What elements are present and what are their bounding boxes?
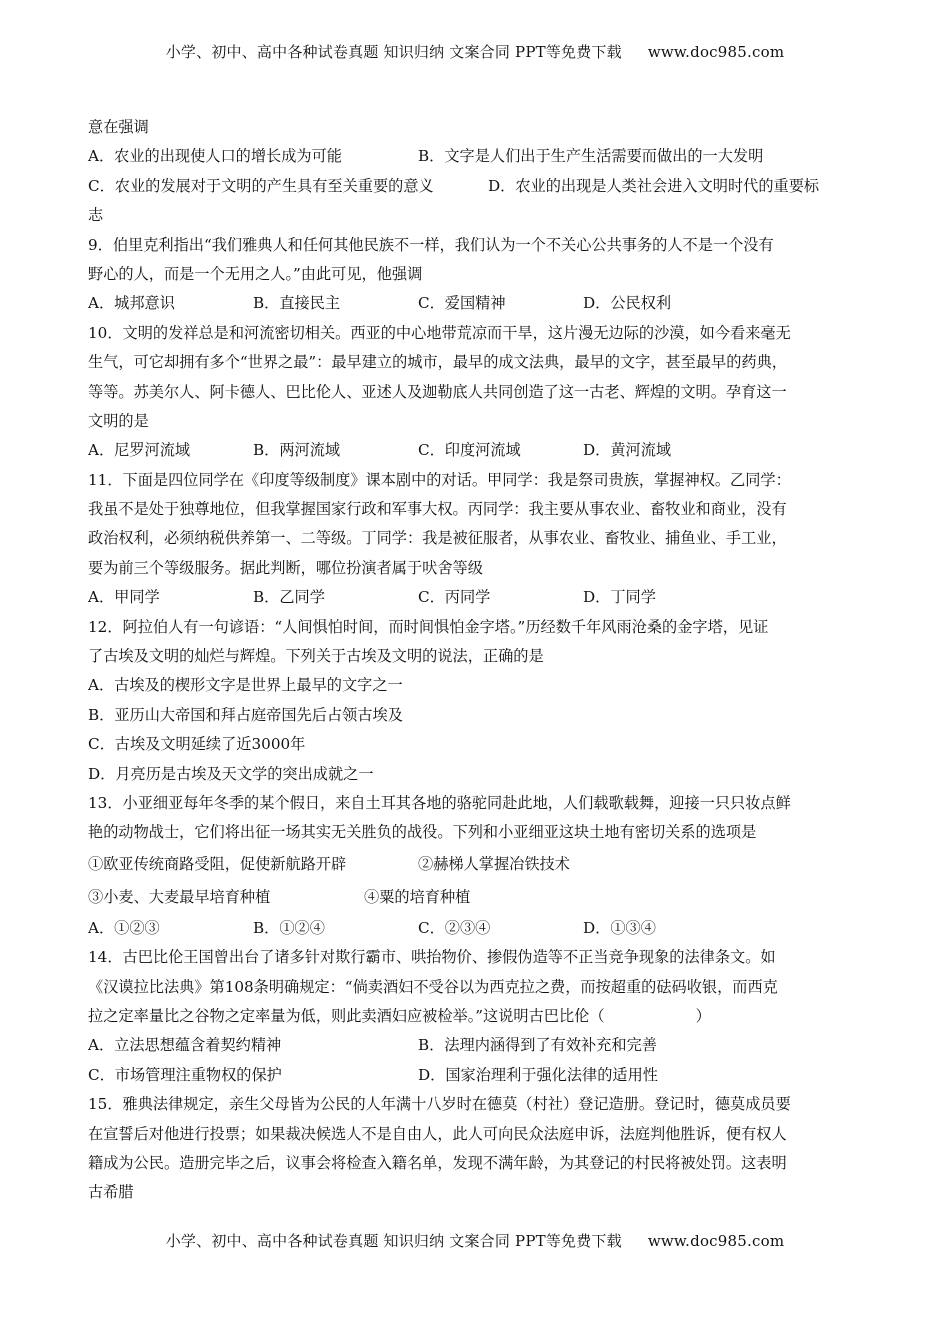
q14-option-c: C．市场管理注重物权的保护	[88, 1065, 282, 1084]
q8-option-a: A．农业的出现使人口的增长成为可能	[88, 147, 342, 166]
q13-item-4: ④粟的培育种植	[364, 887, 471, 906]
footer-text: 小学、初中、高中各种试卷真题 知识归纳 文案合同 PPT等免费下载	[165, 1232, 622, 1250]
q13-item-1: ①欧亚传统商路受阻，促使新航路开辟	[88, 854, 347, 873]
q8-option-d: D．农业的出现是人类社会进入文明时代的重要标	[488, 176, 820, 195]
q15-stem-4: 古希腊	[88, 1183, 134, 1202]
q9-option-b: B．直接民主	[253, 294, 341, 313]
q11-stem-2: 我虽不是处于独尊地位，但我掌握国家行政和军事大权。丙同学：我主要从事农业、畜牧业和商业，没有	[88, 500, 787, 519]
q10-option-b: B．两河流域	[253, 441, 341, 460]
q12-stem-2: 了古埃及文明的灿烂与辉煌。下列关于古埃及文明的说法，正确的是	[88, 647, 544, 666]
q10-stem-3: 等等。苏美尔人、阿卡德人、巴比伦人、亚述人及迦勒底人共同创造了这一古老、辉煌的文明。孕育这一	[88, 382, 787, 401]
q8-option-b: B．文字是人们出于生产生活需要而做出的一大发明	[418, 147, 764, 166]
q13-options	[88, 914, 864, 943]
q9-stem-1: 9．伯里克利指出“我们雅典人和任何其他民族不一样，我们认为一个不关心公共事务的人不是一个没有	[88, 235, 774, 254]
q14-option-b: B．法理内涵得到了有效补充和完善	[418, 1036, 657, 1055]
page-header	[0, 41, 950, 62]
q13-option-b: B．①②④	[253, 918, 325, 937]
q9-option-c: C．爱国精神	[418, 294, 506, 313]
q14-options-row-1	[88, 1031, 864, 1060]
q10-stem-1: 10．文明的发祥总是和河流密切相关。西亚的中心地带荒凉而干旱，这片漫无边际的沙漠，如今看来毫无	[88, 323, 791, 342]
header-text: 小学、初中、高中各种试卷真题 知识归纳 文案合同 PPT等免费下载	[165, 43, 622, 61]
q13-item-3: ③小麦、大麦最早培育种植	[88, 887, 271, 906]
q8-options-row-2	[88, 172, 864, 201]
q11-option-c: C．丙同学	[418, 588, 491, 607]
exam-content	[88, 113, 864, 1208]
q8-option-d-cont: 志	[88, 206, 104, 225]
q11-stem-4: 要为前三个等级服务。据此判断，哪位扮演者属于吠舍等级	[88, 558, 483, 577]
q11-option-b: B．乙同学	[253, 588, 325, 607]
q15-stem-3: 籍成为公民。造册完毕之后，议事会将检查入籍名单，发现不满年龄，为其登记的村民将被处罚。这表明	[88, 1153, 787, 1172]
q8-stem-tail: 意在强调	[88, 118, 149, 136]
q12-option-b: B．亚历山大帝国和拜占庭帝国先后占领古埃及	[88, 705, 403, 724]
q13-option-c: C．②③④	[418, 918, 491, 937]
q13-option-d: D．①③④	[583, 918, 656, 937]
q14-options-row-2	[88, 1061, 864, 1090]
q11-options	[88, 583, 864, 612]
q12-stem-1: 12．阿拉伯人有一句谚语：“人间惧怕时间，而时间惧怕金字塔。”历经数千年风雨沧桑的金字塔，见证	[88, 617, 769, 636]
q13-items-row-2	[88, 881, 864, 914]
q14-stem-2: 《汉谟拉比法典》第108条明确规定：“倘卖酒妇不受谷以为西克拉之费，而按超重的砝码收银，而西克	[88, 977, 778, 996]
header-site-link[interactable]: www.doc985.com	[647, 43, 785, 61]
q15-stem-1: 15．雅典法律规定，亲生父母皆为公民的人年满十八岁时在德莫（村社）登记造册。登记时，德莫成员要	[88, 1095, 791, 1114]
page-footer	[0, 1230, 950, 1251]
q9-option-a: A．城邦意识	[88, 294, 175, 313]
q12-option-a: A．古埃及的楔形文字是世界上最早的文字之一	[88, 676, 403, 695]
q15-stem-2: 在宣誓后对他进行投票；如果裁决候选人不是自由人，此人可向民众法庭申诉，法庭判他胜诉，便有权人	[88, 1124, 787, 1143]
q11-option-a: A．甲同学	[88, 588, 160, 607]
q8-options-row-1	[88, 142, 864, 171]
q12-option-d: D．月亮历是古埃及天文学的突出成就之一	[88, 764, 374, 783]
q13-stem-1: 13．小亚细亚每年冬季的某个假日，来自土耳其各地的骆驼同赴此地，人们载歌载舞，迎接一只只妆点鲜	[88, 793, 791, 812]
q13-items-row-1	[88, 848, 864, 881]
q13-item-2: ②赫梯人掌握冶铁技术	[418, 854, 570, 873]
q9-stem-2: 野心的人，而是一个无用之人。”由此可见，他强调	[88, 264, 423, 283]
footer-site-link[interactable]: www.doc985.com	[647, 1232, 785, 1250]
q14-option-d: D．国家治理利于强化法律的适用性	[418, 1065, 658, 1084]
q14-stem-1: 14．古巴比伦王国曾出台了诸多针对欺行霸市、哄抬物价、掺假伪造等不正当竞争现象的法律条文。如	[88, 948, 776, 967]
q10-stem-2: 生气，可它却拥有多个“世界之最”：最早建立的城市，最早的成文法典，最早的文字，甚至最早的药典，	[88, 353, 787, 372]
q14-option-a: A．立法思想蕴含着契约精神	[88, 1036, 282, 1055]
q12-option-c: C．古埃及文明延续了近3000年	[88, 735, 306, 754]
q9-options	[88, 289, 864, 318]
q13-option-a: A．①②③	[88, 918, 160, 937]
q10-option-c: C．印度河流域	[418, 441, 521, 460]
q11-stem-3: 政治权利，必须纳税供养第一、二等级。丁同学：我是被征服者，从事农业、畜牧业、捕鱼业、手工业，	[88, 529, 787, 548]
q8-option-c: C．农业的发展对于文明的产生具有至关重要的意义	[88, 176, 434, 195]
q13-stem-2: 艳的动物战士，它们将出征一场其实无关胜负的战役。下列和小亚细亚这块土地有密切关系的选项是	[88, 823, 757, 842]
q10-option-a: A．尼罗河流域	[88, 441, 191, 460]
q11-stem-1: 11．下面是四位同学在《印度等级制度》课本剧中的对话。甲同学：我是祭司贵族，掌握神权。乙同学：	[88, 470, 791, 489]
q11-option-d: D．丁同学	[583, 588, 656, 607]
q9-option-d: D．公民权利	[583, 294, 672, 313]
q10-options	[88, 436, 864, 465]
q10-stem-4: 文明的是	[88, 411, 149, 430]
q14-stem-3: 拉之定率量比之谷物之定率量为低，则此卖酒妇应被检举。”这说明古巴比伦（ ）	[88, 1006, 711, 1025]
q10-option-d: D．黄河流域	[583, 441, 672, 460]
